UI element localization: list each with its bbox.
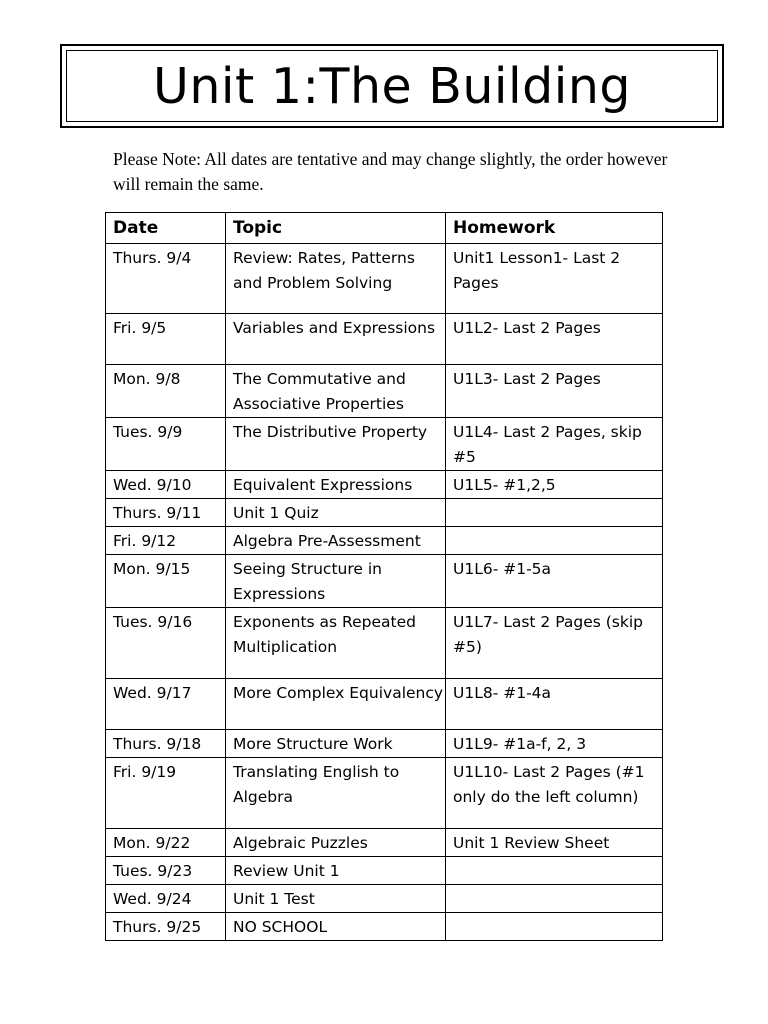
cell-date: Mon. 9/22 xyxy=(106,829,226,857)
cell-date: Mon. 9/15 xyxy=(106,555,226,608)
cell-date: Tues. 9/9 xyxy=(106,418,226,471)
cell-homework: U1L3- Last 2 Pages xyxy=(446,365,663,418)
cell-homework: U1L6- #1-5a xyxy=(446,555,663,608)
cell-topic: Unit 1 Test xyxy=(226,885,446,913)
cell-topic: Exponents as Repeated Multiplication xyxy=(226,608,446,679)
cell-homework: U1L10- Last 2 Pages (#1 only do the left column) xyxy=(446,758,663,829)
cell-date: Wed. 9/24 xyxy=(106,885,226,913)
cell-date: Wed. 9/10 xyxy=(106,471,226,499)
table-row xyxy=(106,913,663,941)
table-row xyxy=(106,244,663,314)
cell-topic: Review: Rates, Patterns and Problem Solving xyxy=(226,244,446,314)
cell-date: Thurs. 9/25 xyxy=(106,913,226,941)
cell-homework: U1L2- Last 2 Pages xyxy=(446,314,663,365)
cell-homework: U1L7- Last 2 Pages (skip #5) xyxy=(446,608,663,679)
schedule-table xyxy=(105,212,663,941)
header-date: Date xyxy=(106,213,226,244)
table-row xyxy=(106,365,663,418)
cell-date: Mon. 9/8 xyxy=(106,365,226,418)
table-row xyxy=(106,471,663,499)
cell-date: Fri. 9/12 xyxy=(106,527,226,555)
cell-date: Tues. 9/16 xyxy=(106,608,226,679)
cell-topic: Translating English to Algebra xyxy=(226,758,446,829)
cell-date: Thurs. 9/11 xyxy=(106,499,226,527)
cell-homework: U1L9- #1a-f, 2, 3 xyxy=(446,730,663,758)
table-row xyxy=(106,608,663,679)
cell-topic: Variables and Expressions xyxy=(226,314,446,365)
cell-topic: Review Unit 1 xyxy=(226,857,446,885)
cell-date: Fri. 9/19 xyxy=(106,758,226,829)
cell-homework: Unit1 Lesson1- Last 2 Pages xyxy=(446,244,663,314)
table-row xyxy=(106,730,663,758)
cell-date: Fri. 9/5 xyxy=(106,314,226,365)
cell-date: Thurs. 9/18 xyxy=(106,730,226,758)
page-title: Unit 1:The Building xyxy=(153,57,631,115)
table-row xyxy=(106,555,663,608)
header-topic: Topic xyxy=(226,213,446,244)
cell-homework: Unit 1 Review Sheet xyxy=(446,829,663,857)
title-box xyxy=(60,44,724,128)
cell-date: Thurs. 9/4 xyxy=(106,244,226,314)
cell-topic: NO SCHOOL xyxy=(226,913,446,941)
cell-date: Wed. 9/17 xyxy=(106,679,226,730)
table-row xyxy=(106,527,663,555)
table-row xyxy=(106,314,663,365)
cell-date: Tues. 9/23 xyxy=(106,857,226,885)
table-row xyxy=(106,885,663,913)
cell-homework: U1L8- #1-4a xyxy=(446,679,663,730)
cell-homework xyxy=(446,885,663,913)
cell-topic: The Commutative and Associative Properties xyxy=(226,365,446,418)
cell-homework xyxy=(446,527,663,555)
cell-homework xyxy=(446,499,663,527)
cell-topic: Equivalent Expressions xyxy=(226,471,446,499)
table-row xyxy=(106,499,663,527)
table-row xyxy=(106,418,663,471)
cell-topic: More Structure Work xyxy=(226,730,446,758)
schedule-note: Please Note: All dates are tentative and may change slightly, the order however will remain the same. xyxy=(113,149,668,194)
cell-homework: U1L5- #1,2,5 xyxy=(446,471,663,499)
cell-topic: Algebraic Puzzles xyxy=(226,829,446,857)
table-row xyxy=(106,857,663,885)
cell-homework: U1L4- Last 2 Pages, skip #5 xyxy=(446,418,663,471)
table-row xyxy=(106,758,663,829)
cell-topic: More Complex Equivalency xyxy=(226,679,446,730)
table-row xyxy=(106,679,663,730)
cell-topic: Algebra Pre-Assessment xyxy=(226,527,446,555)
cell-homework xyxy=(446,913,663,941)
header-homework: Homework xyxy=(446,213,663,244)
cell-topic: The Distributive Property xyxy=(226,418,446,471)
cell-topic: Unit 1 Quiz xyxy=(226,499,446,527)
table-header-row xyxy=(106,213,663,244)
cell-topic: Seeing Structure in Expressions xyxy=(226,555,446,608)
title-box-inner xyxy=(66,50,718,122)
table-row xyxy=(106,829,663,857)
cell-homework xyxy=(446,857,663,885)
